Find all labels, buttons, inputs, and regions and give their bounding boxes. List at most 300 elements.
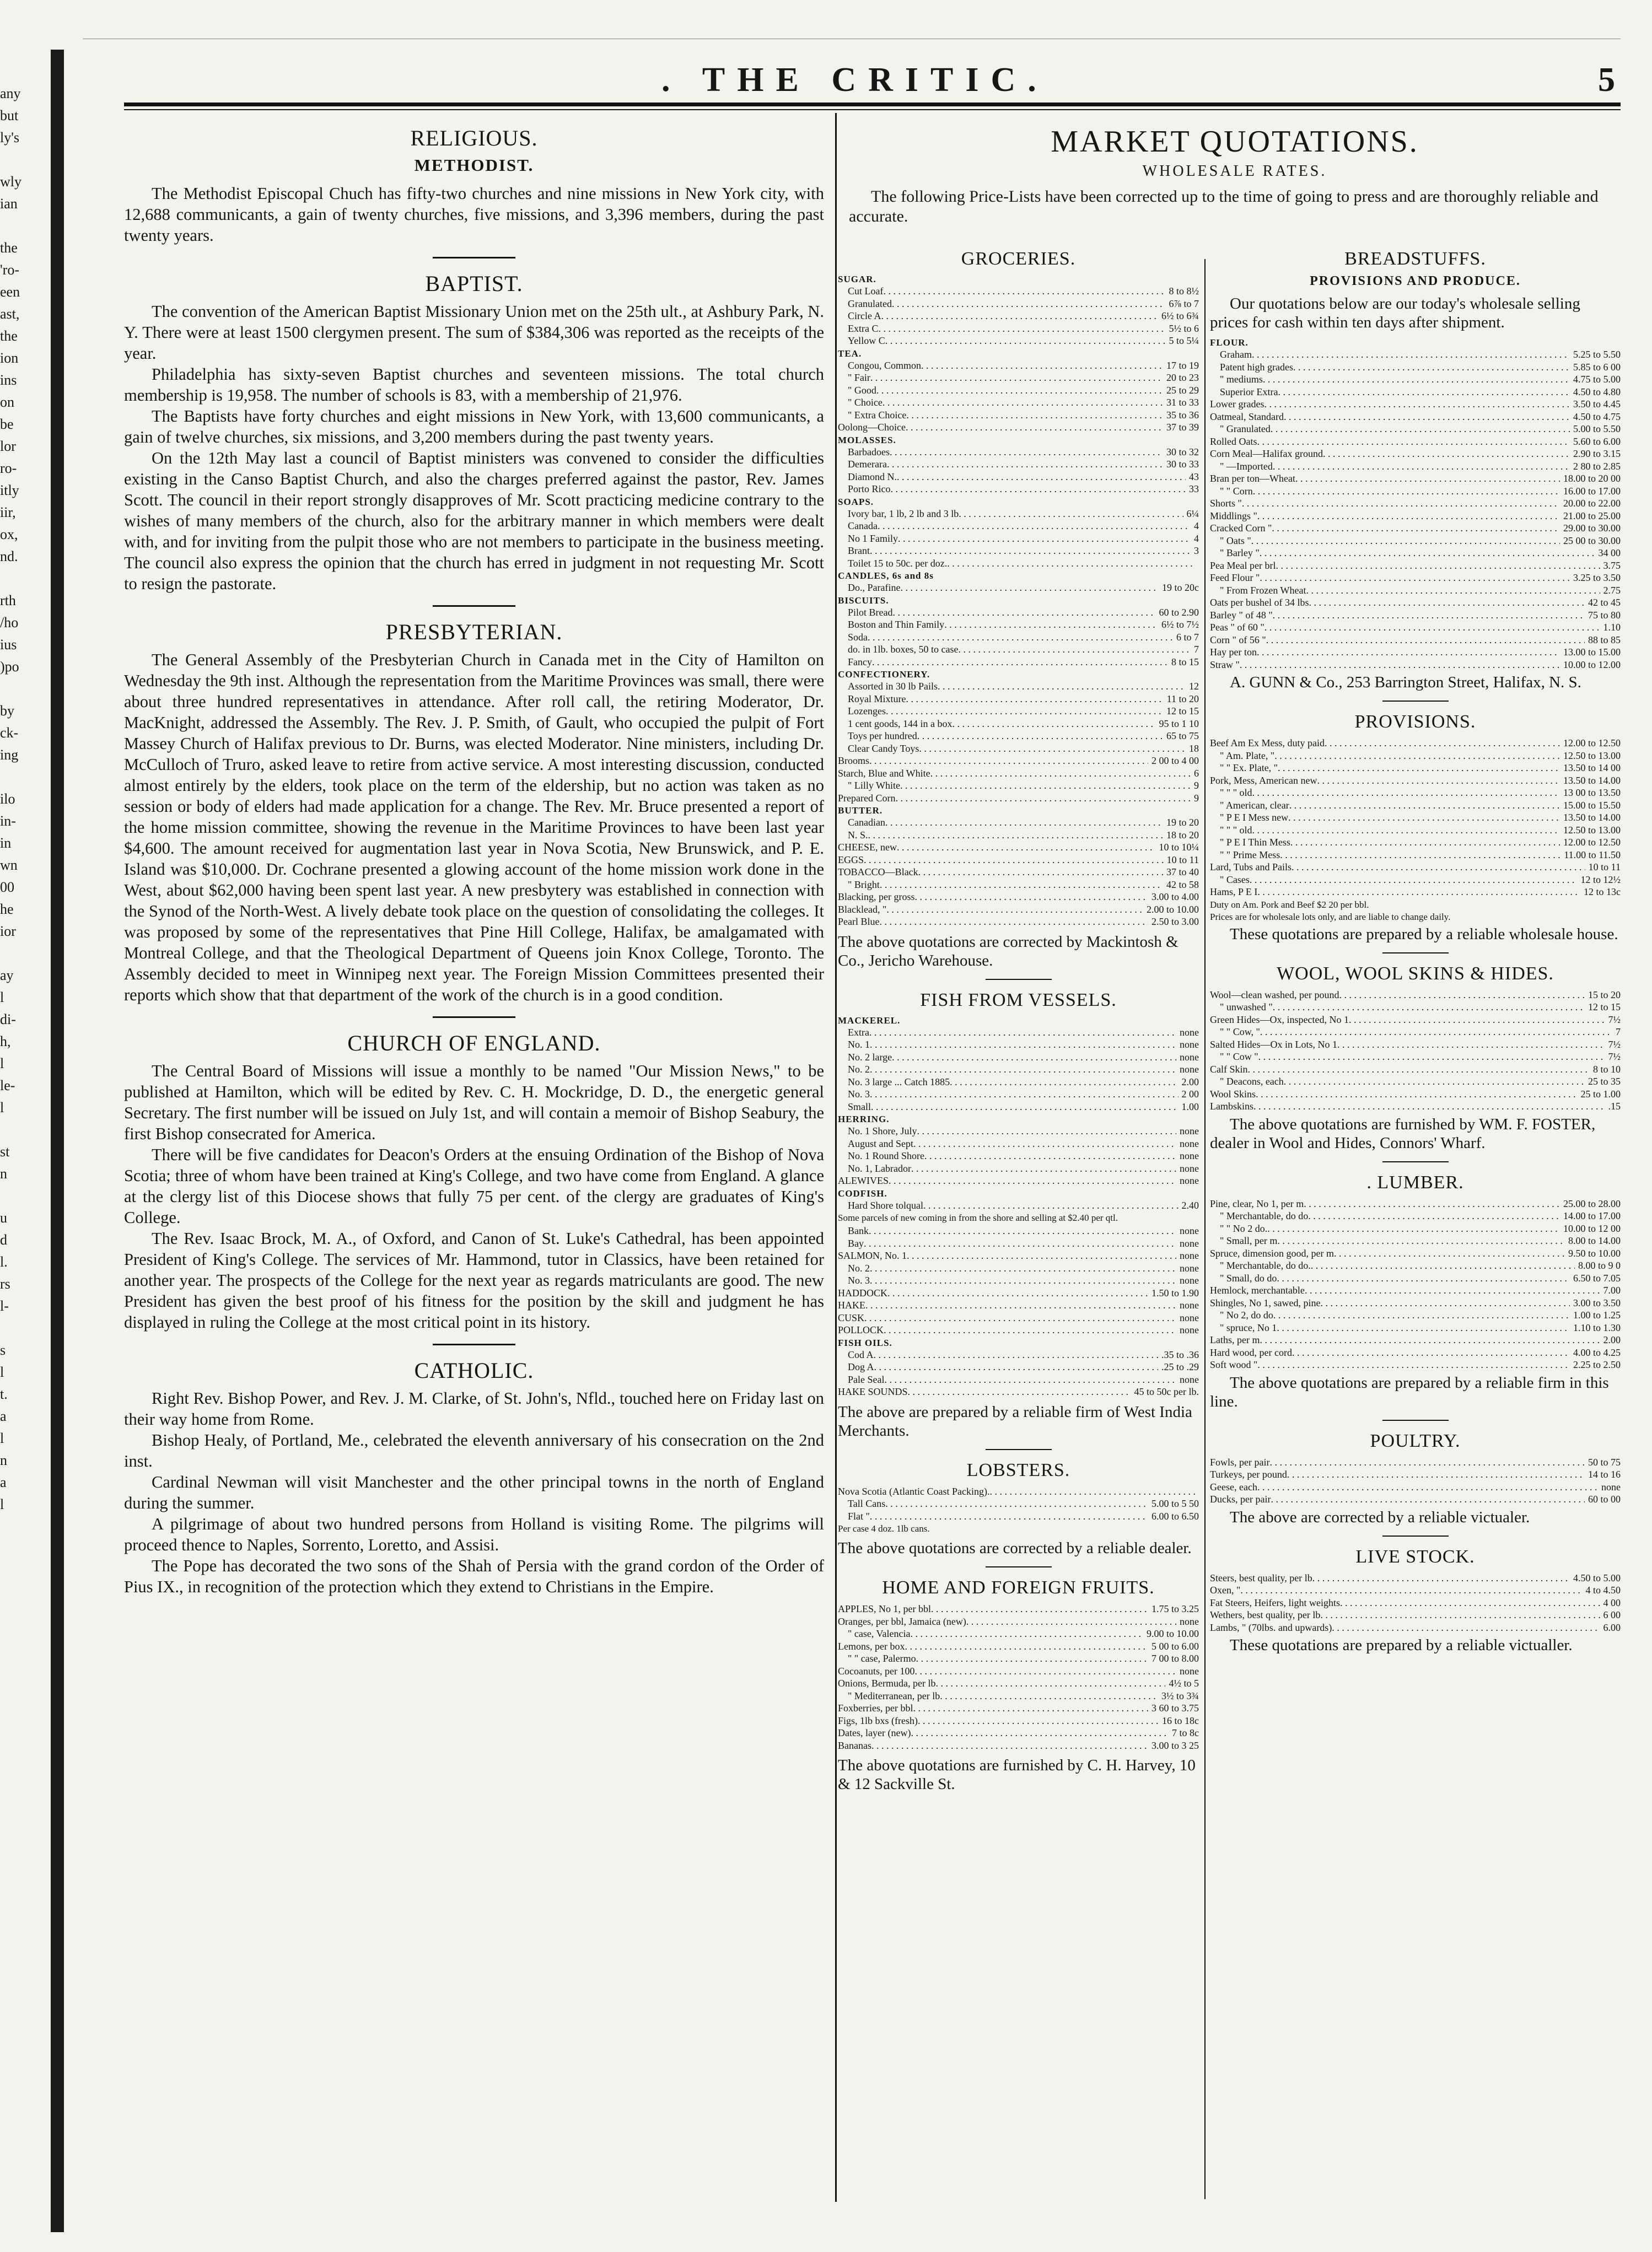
price-value: 1.50 to 1.90 <box>1151 1287 1199 1299</box>
leader-dots <box>1337 1038 1605 1051</box>
price-value: 2.75 <box>1603 584 1621 596</box>
price-row <box>838 829 1199 842</box>
price-item: Bank <box>848 1225 869 1236</box>
price-item: " Small, per m <box>1220 1235 1278 1246</box>
price-value: none <box>1180 1237 1199 1249</box>
price-row <box>838 1101 1199 1113</box>
price-value: 3.50 to 4.45 <box>1573 398 1621 410</box>
price-value: none <box>1180 1275 1199 1286</box>
price-row <box>838 384 1199 397</box>
price-row <box>1210 886 1621 898</box>
price-row <box>1210 1063 1621 1076</box>
price-item: Steers, best quality, per lb <box>1210 1572 1312 1583</box>
leader-dots <box>916 1652 1148 1665</box>
leader-dots <box>910 1628 1143 1640</box>
leader-dots <box>930 767 1191 780</box>
price-item: Graham <box>1220 349 1252 360</box>
price-list-heading: . LUMBER. <box>1366 1172 1464 1193</box>
price-value <box>1196 557 1199 570</box>
leader-dots <box>1284 1075 1585 1088</box>
price-value: 7½ <box>1608 1014 1621 1025</box>
price-row <box>1210 1247 1621 1260</box>
leader-dots <box>1287 1468 1585 1481</box>
clipped-text-fragment: a <box>0 1408 7 1424</box>
price-value: 75 to 80 <box>1588 609 1621 621</box>
price-category: MOLASSES. <box>838 434 896 445</box>
market-heading: MARKET QUOTATIONS. <box>1051 125 1419 159</box>
price-item: Figs, 1lb bxs (fresh) <box>838 1715 918 1726</box>
price-value: 2 00 to 4 00 <box>1151 755 1199 766</box>
leader-dots <box>1257 1359 1570 1371</box>
leader-dots <box>870 1510 1148 1523</box>
price-item: " " " old <box>1220 787 1252 798</box>
section-heading: BAPTIST. <box>425 271 523 296</box>
price-value: 1.10 to 1.30 <box>1573 1322 1621 1333</box>
price-item: Blacklead, " <box>838 903 887 915</box>
price-category: SUGAR. <box>838 274 876 284</box>
price-row <box>838 1038 1199 1051</box>
leader-dots <box>1253 485 1560 498</box>
leader-dots <box>879 915 1148 928</box>
price-value: 37 to 39 <box>1166 422 1199 433</box>
price-item: Salted Hides—Ox in Lots, No 1 <box>1210 1038 1337 1050</box>
price-item: Brooms <box>838 755 870 766</box>
leader-dots <box>919 742 1186 755</box>
leader-dots <box>893 606 1156 619</box>
price-value: 12.50 to 13.00 <box>1563 824 1621 836</box>
leader-dots <box>1269 1456 1585 1469</box>
price-value: 3 <box>1194 545 1199 556</box>
price-item: Yellow C <box>848 335 885 346</box>
price-value: 6 00 <box>1603 1609 1621 1620</box>
price-item: Peas " of 60 " <box>1210 622 1264 633</box>
price-row <box>838 1162 1199 1175</box>
price-value: 95 to 1 10 <box>1159 718 1199 729</box>
price-value: 5.00 to 5 50 <box>1151 1498 1199 1509</box>
price-row <box>838 866 1199 879</box>
price-item: August and Sept <box>848 1138 913 1149</box>
leader-dots <box>931 1603 1148 1615</box>
clipped-text-fragment: een <box>0 284 20 300</box>
price-item: Bay <box>848 1237 864 1249</box>
price-item: Hay per ton <box>1210 646 1257 658</box>
leader-dots <box>1257 646 1560 659</box>
price-row <box>838 396 1199 409</box>
price-row <box>838 371 1199 384</box>
leader-dots <box>1250 874 1578 886</box>
price-value: 12.00 to 12.50 <box>1563 737 1621 748</box>
price-row <box>1210 398 1621 411</box>
price-row <box>838 1702 1199 1715</box>
price-item: " " Ex. Plate, " <box>1220 762 1278 773</box>
price-row <box>838 557 1199 570</box>
price-item: Prepared Corn <box>838 792 896 804</box>
price-row <box>838 656 1199 669</box>
price-value: 3.00 to 3 25 <box>1151 1739 1199 1751</box>
price-row <box>1210 634 1621 646</box>
price-item: Hams, P E I <box>1210 886 1258 897</box>
price-list-heading: PROVISIONS. <box>1354 712 1476 732</box>
section-separator <box>986 1566 1052 1567</box>
price-category: SOAPS. <box>838 496 874 507</box>
leader-dots <box>868 829 1163 842</box>
price-row <box>838 322 1199 335</box>
price-row <box>838 631 1199 644</box>
price-row <box>838 471 1199 483</box>
price-item: Brant <box>848 545 870 556</box>
price-item: Soft wood " <box>1210 1359 1258 1370</box>
leader-dots <box>1320 1609 1600 1621</box>
price-item: " " case, Palermo <box>848 1653 916 1664</box>
section-separator <box>986 979 1052 980</box>
clipped-text-fragment <box>0 942 44 965</box>
price-item: Oranges, per bbl, Jamaica (new) <box>838 1615 966 1627</box>
price-row <box>838 1199 1199 1212</box>
clipped-text-fragment: l <box>0 989 4 1005</box>
price-row <box>1210 989 1621 1001</box>
price-row <box>1210 836 1621 849</box>
price-row <box>838 1026 1199 1039</box>
price-category: MACKEREL. <box>838 1015 901 1026</box>
price-value: 29.00 to 30.00 <box>1563 522 1621 534</box>
clipped-text-fragment: l <box>0 1430 4 1446</box>
clipped-text-fragment: ast, <box>0 306 20 322</box>
price-row <box>838 879 1199 891</box>
market-header <box>849 118 1621 227</box>
clipped-text-fragment: ox, <box>0 526 18 542</box>
price-value: 6.50 to 7.05 <box>1573 1272 1621 1284</box>
price-row <box>838 792 1199 805</box>
price-value: none <box>1180 1162 1199 1174</box>
clipped-text-fragment: ro- <box>0 460 17 476</box>
price-item: No. 3 large ... Catch 1885 <box>848 1076 950 1087</box>
price-item: Rolled Oats <box>1210 435 1257 447</box>
price-item: " Merchantable, do do <box>1220 1210 1309 1221</box>
price-row <box>1210 460 1621 473</box>
price-category: HERRING. <box>838 1114 890 1124</box>
price-item: Royal Mixture <box>848 693 906 704</box>
leader-dots <box>1293 361 1570 374</box>
price-row <box>1210 1075 1621 1088</box>
leader-dots <box>886 903 1143 916</box>
price-item: " Deacons, each <box>1220 1076 1284 1087</box>
price-row <box>838 841 1199 854</box>
leader-dots <box>864 854 1164 866</box>
market-column-divider <box>1204 259 1206 2199</box>
price-item: Beef Am Ex Mess, duty paid <box>1210 737 1325 748</box>
price-value: none <box>1180 1039 1199 1050</box>
article-paragraph: A pilgrimage of about two hundred persons from Holland is visiting Rome. The pilgrims will proceed thence to Naples, Sorrento, Loretto, and Assisi. <box>124 1515 824 1554</box>
price-item: No. 1, Labrador <box>848 1162 911 1174</box>
leader-dots <box>1309 596 1585 609</box>
leader-dots <box>871 1739 1148 1752</box>
leader-dots <box>869 1225 1176 1237</box>
article-paragraph: On the 12th May last a council of Baptist ministers was convened to consider the difficulties existing in the Canso Baptist Church, and also the charges preferred against the pastor, Rev. James Scott. The council in their report strongly disapproves of Mr. Scott practicing medicine contrary to the wishes of many members of the church, also for the arbitrary manner in which members were dealt with, and for inviting from the pulpit those who are not members to participate in the business meeting. The council also express the opinion that the church has erred in judgment in not requesting Mr. Scott to resign the pastorate. <box>124 449 824 593</box>
leader-dots <box>900 581 1159 594</box>
clipped-text-fragment: l- <box>0 1298 9 1314</box>
clipped-text-fragment: on <box>0 394 14 410</box>
price-item: Shorts " <box>1210 498 1242 509</box>
price-item: Fancy <box>848 656 872 667</box>
price-value: 19 to 20 <box>1166 817 1199 828</box>
price-value: 10 to 10¼ <box>1159 842 1199 853</box>
price-value: 6 to 7 <box>1176 631 1199 643</box>
price-value: 42 to 45 <box>1588 597 1621 608</box>
price-list-note: The above are corrected by a reliable victualer. <box>1230 1508 1530 1526</box>
price-row <box>838 779 1199 792</box>
price-value: 16 to 18c <box>1162 1715 1199 1726</box>
price-value: 4 <box>1194 520 1199 531</box>
clipped-text-fragment: iir, <box>0 504 16 520</box>
price-row <box>838 532 1199 545</box>
price-item: Porto Rico <box>848 483 891 494</box>
leader-dots <box>1251 535 1560 547</box>
price-row <box>1210 361 1621 374</box>
leader-dots <box>923 1199 1179 1212</box>
price-item: Ducks, per pair <box>1210 1494 1271 1505</box>
price-item: " Small, do do <box>1220 1272 1277 1284</box>
fine-print: Per case 4 doz. 1lb cans. <box>838 1523 930 1534</box>
leader-dots <box>1256 1088 1577 1101</box>
price-row <box>838 581 1199 594</box>
price-row <box>1210 1609 1621 1621</box>
clipped-text-fragment: ian <box>0 196 18 212</box>
market-intro: The following Price-Lists have been corrected up to the time of going to press and are thoroughly reliable and accurate. <box>849 187 1599 225</box>
price-value: 11 to 20 <box>1166 693 1199 704</box>
clipped-text-fragment: the <box>0 328 18 344</box>
price-item: Lower grades <box>1210 398 1264 410</box>
price-value: 18 <box>1189 742 1199 754</box>
leader-dots <box>1271 423 1570 435</box>
price-value: 4 00 <box>1603 1597 1621 1608</box>
leader-dots <box>898 532 1191 545</box>
market-subheading: WHOLESALE RATES. <box>1142 163 1327 180</box>
clipped-text-fragment: any <box>0 85 21 101</box>
price-item: No. 1 Shore, July <box>848 1125 917 1136</box>
price-row <box>1210 1297 1621 1310</box>
price-item: Canadian <box>848 817 885 828</box>
price-item: ALEWIVES <box>838 1175 889 1186</box>
price-row <box>1210 472 1621 485</box>
leader-dots <box>1273 609 1585 622</box>
price-row <box>1210 1001 1621 1014</box>
clipped-text-fragment: l. <box>0 1254 8 1270</box>
price-value: none <box>1180 1615 1199 1627</box>
price-row <box>1210 1259 1621 1272</box>
price-value: 4.50 to 5.00 <box>1573 1572 1621 1583</box>
leader-dots <box>872 656 1168 669</box>
price-row <box>1210 584 1621 597</box>
price-row <box>1210 1284 1621 1297</box>
price-item: Spruce, dimension good, per m <box>1210 1247 1334 1259</box>
price-item: " Lilly White <box>848 780 901 791</box>
price-row <box>1210 811 1621 824</box>
price-value: 4.50 to 4.75 <box>1573 411 1621 422</box>
leader-dots <box>1312 1572 1570 1585</box>
price-item: Wool—clean washed, per pound <box>1210 989 1339 1000</box>
leader-dots <box>914 891 1148 903</box>
price-value: 3.75 <box>1603 559 1621 571</box>
price-item: Blacking, per gross <box>838 891 915 902</box>
price-item: No. 2 large <box>848 1051 892 1063</box>
price-value: 20 to 23 <box>1166 372 1199 383</box>
price-value: 37 to 40 <box>1166 866 1199 877</box>
price-value: 18 to 20 <box>1166 829 1199 841</box>
price-value: 17 to 19 <box>1166 359 1199 371</box>
price-item: do. in 1lb. boxes, 50 to case <box>848 644 959 655</box>
price-item: " " Cow, " <box>1220 1026 1260 1037</box>
section-separator <box>1382 701 1449 702</box>
leader-dots <box>1274 750 1560 762</box>
clipped-text-fragment: nd. <box>0 548 18 564</box>
section-heading: CHURCH OF ENGLAND. <box>347 1031 601 1055</box>
price-value: 12 <box>1189 681 1199 692</box>
clipped-text-fragment: l <box>0 1364 4 1380</box>
price-value: 35 to 36 <box>1166 409 1199 421</box>
leader-dots <box>908 1386 1131 1398</box>
price-value: 31 to 33 <box>1166 397 1199 408</box>
price-row <box>838 1249 1199 1262</box>
leader-dots <box>884 1373 1176 1386</box>
price-row <box>838 1076 1199 1089</box>
price-row <box>838 718 1199 730</box>
leader-dots <box>890 446 1163 459</box>
price-item: Green Hides—Ox, inspected, No 1 <box>1210 1014 1349 1025</box>
price-item: " No 2, do do <box>1220 1310 1273 1321</box>
section-heading: CATHOLIC. <box>414 1358 534 1383</box>
price-row <box>838 1361 1199 1373</box>
price-row <box>1210 1100 1621 1113</box>
price-value: 12 to 13c <box>1584 886 1621 897</box>
leader-dots <box>1257 510 1560 522</box>
price-value: 7 <box>1194 644 1199 655</box>
leader-dots <box>886 705 1163 718</box>
price-row <box>838 483 1199 495</box>
price-item: " Choice <box>848 397 882 408</box>
price-value: 4.50 to 4.80 <box>1573 386 1621 397</box>
price-row <box>838 1640 1199 1653</box>
price-item: Soda <box>848 631 868 643</box>
price-row <box>838 359 1199 372</box>
source-note: The above quotations are corrected by a reliable dealer. <box>838 1539 1192 1557</box>
price-value: none <box>1180 1150 1199 1161</box>
price-item: Oatmeal, Standard <box>1210 411 1284 422</box>
leader-dots <box>1263 373 1570 386</box>
fine-print: Prices are for wholesale lots only, and are liable to change daily. <box>1210 911 1451 922</box>
price-item: Canada <box>848 520 878 531</box>
price-list-heading: LIVE STOCK. <box>1355 1546 1475 1567</box>
leader-dots <box>870 1063 1176 1076</box>
price-row <box>838 742 1199 755</box>
leader-dots <box>1272 522 1560 535</box>
clipped-text-fragment: ion <box>0 350 19 366</box>
leader-dots <box>869 1026 1176 1039</box>
leader-dots <box>892 1051 1176 1064</box>
price-row <box>838 1739 1199 1752</box>
price-value: 5.25 to 5.50 <box>1573 349 1621 360</box>
price-value: 10.00 to 12 00 <box>1563 1222 1621 1234</box>
leader-dots <box>868 631 1173 644</box>
price-row <box>1210 411 1621 423</box>
price-row <box>838 508 1199 520</box>
leader-dots <box>1323 448 1570 460</box>
price-item: Barley " of 48 " <box>1210 609 1273 621</box>
price-row <box>1210 1493 1621 1506</box>
price-value: 3.25 to 3.50 <box>1573 572 1621 583</box>
article-paragraph: Right Rev. Bishop Power, and Rev. J. M. Clarke, of St. John's, Nfld., touched here on Friday last on their way home from Rome. <box>124 1389 824 1429</box>
section-separator <box>433 605 515 607</box>
price-value: 8 to 15 <box>1171 656 1199 667</box>
price-item: " Barley " <box>1220 547 1260 558</box>
price-item: " From Frozen Wheat <box>1220 584 1306 596</box>
price-item: Fowls, per pair <box>1210 1456 1270 1468</box>
price-list-heading: POULTRY. <box>1370 1430 1461 1451</box>
leader-dots <box>917 1125 1177 1138</box>
price-item: Lemons, per box <box>838 1640 905 1652</box>
price-item: Dog A <box>848 1361 874 1372</box>
price-row <box>838 1299 1199 1312</box>
price-item: CUSK <box>838 1312 865 1323</box>
price-value: 25 to 35 <box>1588 1076 1621 1087</box>
price-item: " —Imported <box>1220 460 1273 472</box>
price-row <box>1210 1235 1621 1247</box>
price-row <box>1210 861 1621 874</box>
clipped-text-fragment: ius <box>0 637 17 653</box>
price-row <box>838 310 1199 322</box>
clipped-text-fragment <box>0 1185 44 1207</box>
price-row <box>1210 1621 1621 1634</box>
price-item: No 1 Family <box>848 532 898 544</box>
leader-dots <box>913 1138 1176 1150</box>
price-row <box>838 1615 1199 1628</box>
price-row <box>1210 774 1621 787</box>
price-row <box>1210 535 1621 547</box>
price-row <box>1210 762 1621 774</box>
clipped-text-fragment: l <box>0 1496 4 1512</box>
price-item: Dates, layer (new) <box>838 1727 911 1738</box>
price-list-heading: GROCERIES. <box>961 249 1076 269</box>
leader-dots <box>895 792 1191 805</box>
clipped-text-fragment: the <box>0 240 18 256</box>
leader-dots <box>869 755 1148 767</box>
price-row <box>1210 386 1621 398</box>
section-separator <box>1382 1536 1449 1537</box>
price-item: " " Cow " <box>1220 1051 1258 1062</box>
article-paragraph: The Rev. Isaac Brock, M. A., of Oxford, and Canon of St. Luke's Cathedral, has been appointed President of King's College. The services of Mr. Hammond, tutor in Classics, have been retained for another year. The prospects of the College for the next year as regards matriculants are good. The new President has given the best proof of his fitness for the position by the skill and judgment he has displayed in ruling the College at the most critical point in its history. <box>124 1229 824 1332</box>
price-value: 14.00 to 17.00 <box>1563 1210 1621 1221</box>
price-item: " Oats " <box>1220 535 1251 546</box>
price-value: 4.75 to 5.00 <box>1573 374 1621 385</box>
price-item: Nova Scotia (Atlantic Coast Packing). <box>838 1485 990 1497</box>
price-item: Cut Loaf <box>848 285 884 297</box>
price-list-note: These quotations are prepared by a reliable wholesale house. <box>1230 925 1618 943</box>
section-heading: PRESBYTERIAN. <box>385 619 563 644</box>
clipped-text-fragment: itly <box>0 482 19 498</box>
leader-dots <box>885 1497 1148 1510</box>
price-item: Flat " <box>848 1510 870 1522</box>
leader-dots <box>1332 1621 1600 1634</box>
price-value: 2.00 <box>1181 1076 1199 1087</box>
price-item: Lozenges <box>848 705 886 716</box>
price-value: 30 to 33 <box>1166 459 1199 470</box>
leader-dots <box>907 1249 1176 1262</box>
masthead-rule-thin <box>124 109 1621 110</box>
price-row <box>1210 596 1621 609</box>
leader-dots <box>870 1274 1176 1287</box>
clipped-text-fragment: l <box>0 1055 4 1071</box>
price-value: 6.00 to 6.50 <box>1151 1510 1199 1522</box>
price-value: 2.90 to 3.15 <box>1573 448 1621 459</box>
